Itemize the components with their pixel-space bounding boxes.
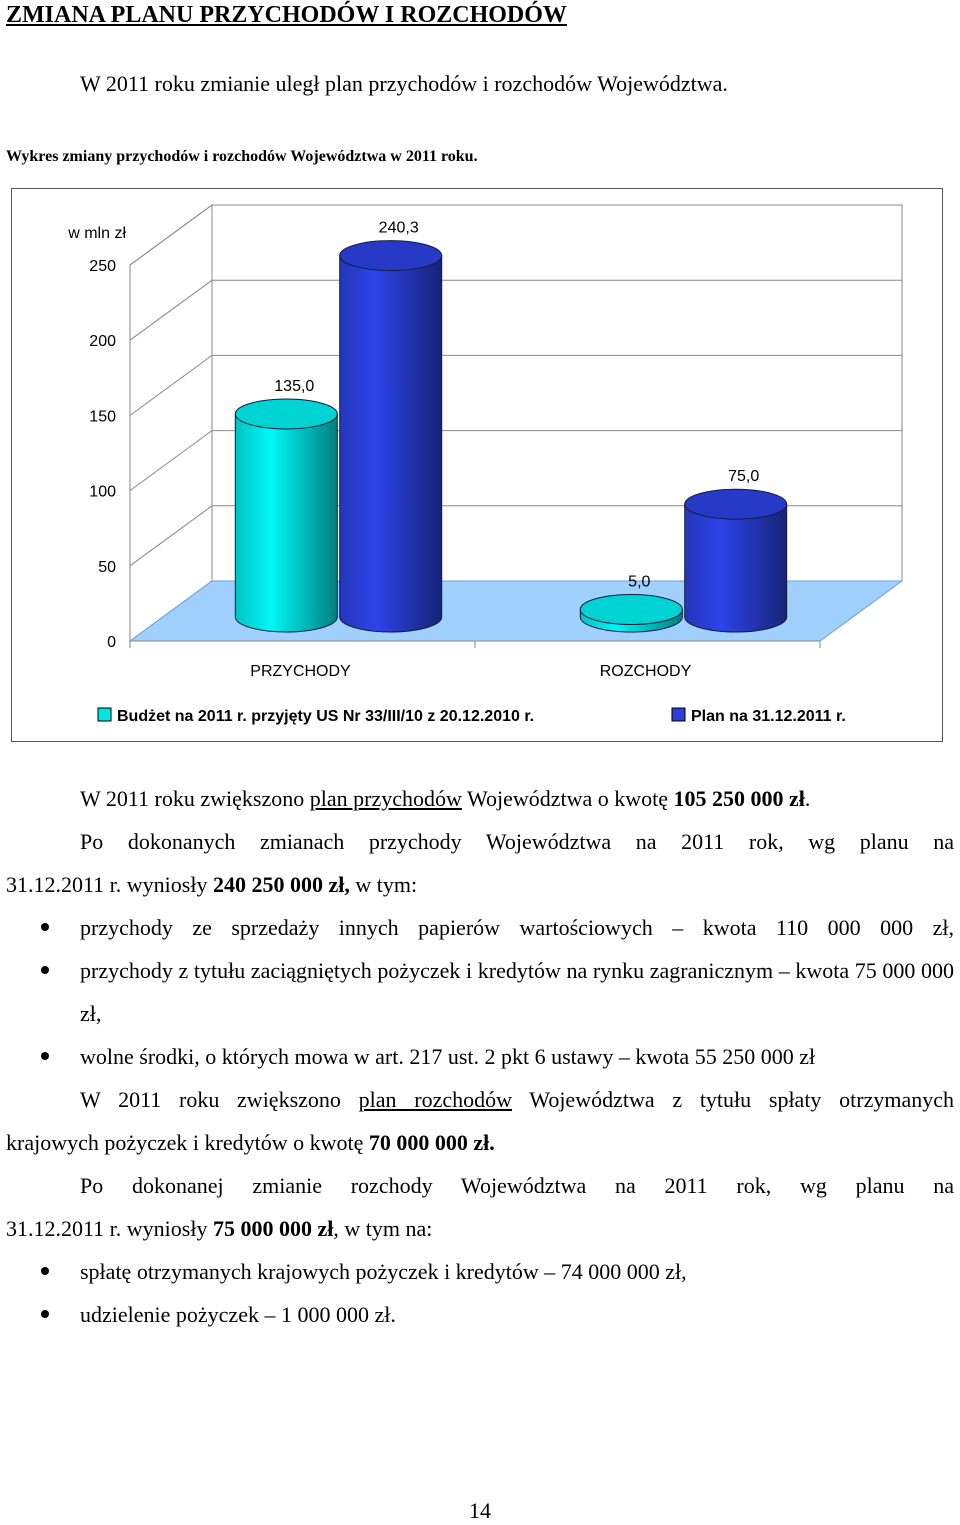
list-item: wolne środki, o których mowa w art. 217 ust. 2 pkt 6 ustawy – kwota 55 250 000 zł (6, 1035, 954, 1078)
bar-chart (12, 189, 944, 743)
body-text (6, 777, 954, 1336)
bullet-icon (41, 1267, 49, 1275)
income-items-list (6, 906, 954, 1078)
chart-container (11, 188, 943, 742)
bar-top-przychody-1 (340, 241, 442, 271)
side-wall (130, 205, 212, 641)
y-tick-label: 250 (89, 258, 116, 275)
bar-top-przychody-0 (235, 399, 337, 429)
y-tick-label: 0 (107, 634, 116, 651)
paragraph-expense-increase-line1: W 2011 roku zwiększono plan rozchodów Województwa z tytułu spłaty otrzymanych (80, 1087, 954, 1112)
y-axis-unit-label: w mln zł (68, 225, 126, 242)
list-item: udzielenie pożyczek – 1 000 000 zł. (6, 1293, 954, 1336)
data-label: 135,0 (274, 377, 315, 395)
list-item: spłatę otrzymanych krajowych pożyczek i kredytów – 74 000 000 zł, (6, 1250, 954, 1293)
legend-label-1: Plan na 31.12.2011 r. (691, 708, 846, 725)
data-label: 5,0 (628, 573, 651, 591)
income-total-amount: 240 250 000 zł, (212, 872, 350, 897)
bar-top-rozchody-0 (580, 594, 682, 624)
bullet-icon (41, 966, 49, 974)
bar-przychody-0 (235, 414, 337, 632)
page-heading: ZMIANA PLANU PRZYCHODÓW I ROZCHODÓW (6, 2, 567, 28)
bar-przychody-1 (340, 256, 442, 632)
chart-caption: Wykres zmiany przychodów i rozchodów Województwa w 2011 roku. (6, 148, 478, 165)
bullet-icon (41, 1310, 49, 1318)
intro-text: W 2011 roku zmianie uległ plan przychodów i rozchodów Województwa. (80, 71, 728, 96)
underlined-expense-plan: plan rozchodów (358, 1087, 512, 1112)
expense-total-amount: 75 000 000 zł (212, 1216, 334, 1241)
data-label: 240,3 (378, 219, 419, 237)
y-tick-label: 150 (89, 408, 116, 426)
paragraph-income-total-line2: 31.12.2011 r. wyniosły 240 250 000 zł, w tym: (6, 872, 418, 897)
legend-label-0: Budżet na 2011 r. przyjęty US Nr 33/III/10 z 20.12.2010 r. (117, 708, 535, 725)
underlined-income-plan: plan przychodów (309, 786, 462, 811)
legend-swatch-0 (98, 708, 111, 721)
bar-top-rozchody-1 (685, 489, 787, 519)
paragraph-expense-total-line2: 31.12.2011 r. wyniosły 75 000 000 zł, w tym na: (6, 1216, 433, 1241)
bar-rozchody-1 (685, 504, 787, 632)
paragraph-expense-total-line1: Po dokonanej zmianie rozchody Województwa na 2011 rok, wg planu na (80, 1173, 954, 1198)
bullet-icon (41, 923, 49, 931)
paragraph-income-increase: W 2011 roku zwiększono plan przychodów Województwa o kwotę 105 250 000 zł. (80, 786, 811, 811)
list-item: przychody ze sprzedaży innych papierów wartościowych – kwota 110 000 000 zł, (6, 906, 954, 949)
list-item: przychody z tytułu zaciągniętych pożyczek i kredytów na rynku zagranicznym – kwota 75 000 000 zł, (6, 949, 954, 1035)
category-label: ROZCHODY (599, 663, 692, 680)
category-label: PRZYCHODY (250, 663, 351, 680)
data-label: 75,0 (728, 468, 760, 486)
legend-swatch-1 (672, 708, 685, 721)
y-tick-label: 50 (98, 558, 116, 576)
page-number: 14 (469, 1498, 491, 1523)
y-tick-label: 200 (89, 333, 116, 351)
y-tick-label: 100 (89, 483, 116, 501)
expense-increase-amount: 70 000 000 zł. (368, 1130, 495, 1155)
expense-items-list (6, 1250, 954, 1336)
income-increase-amount: 105 250 000 zł (673, 786, 805, 811)
paragraph-income-total-line1: Po dokonanych zmianach przychody Województwa na 2011 rok, wg planu na (80, 829, 954, 854)
bullet-icon (41, 1052, 49, 1060)
paragraph-expense-increase-line2: krajowych pożyczek i kredytów o kwotę 70 000 000 zł. (6, 1130, 495, 1155)
